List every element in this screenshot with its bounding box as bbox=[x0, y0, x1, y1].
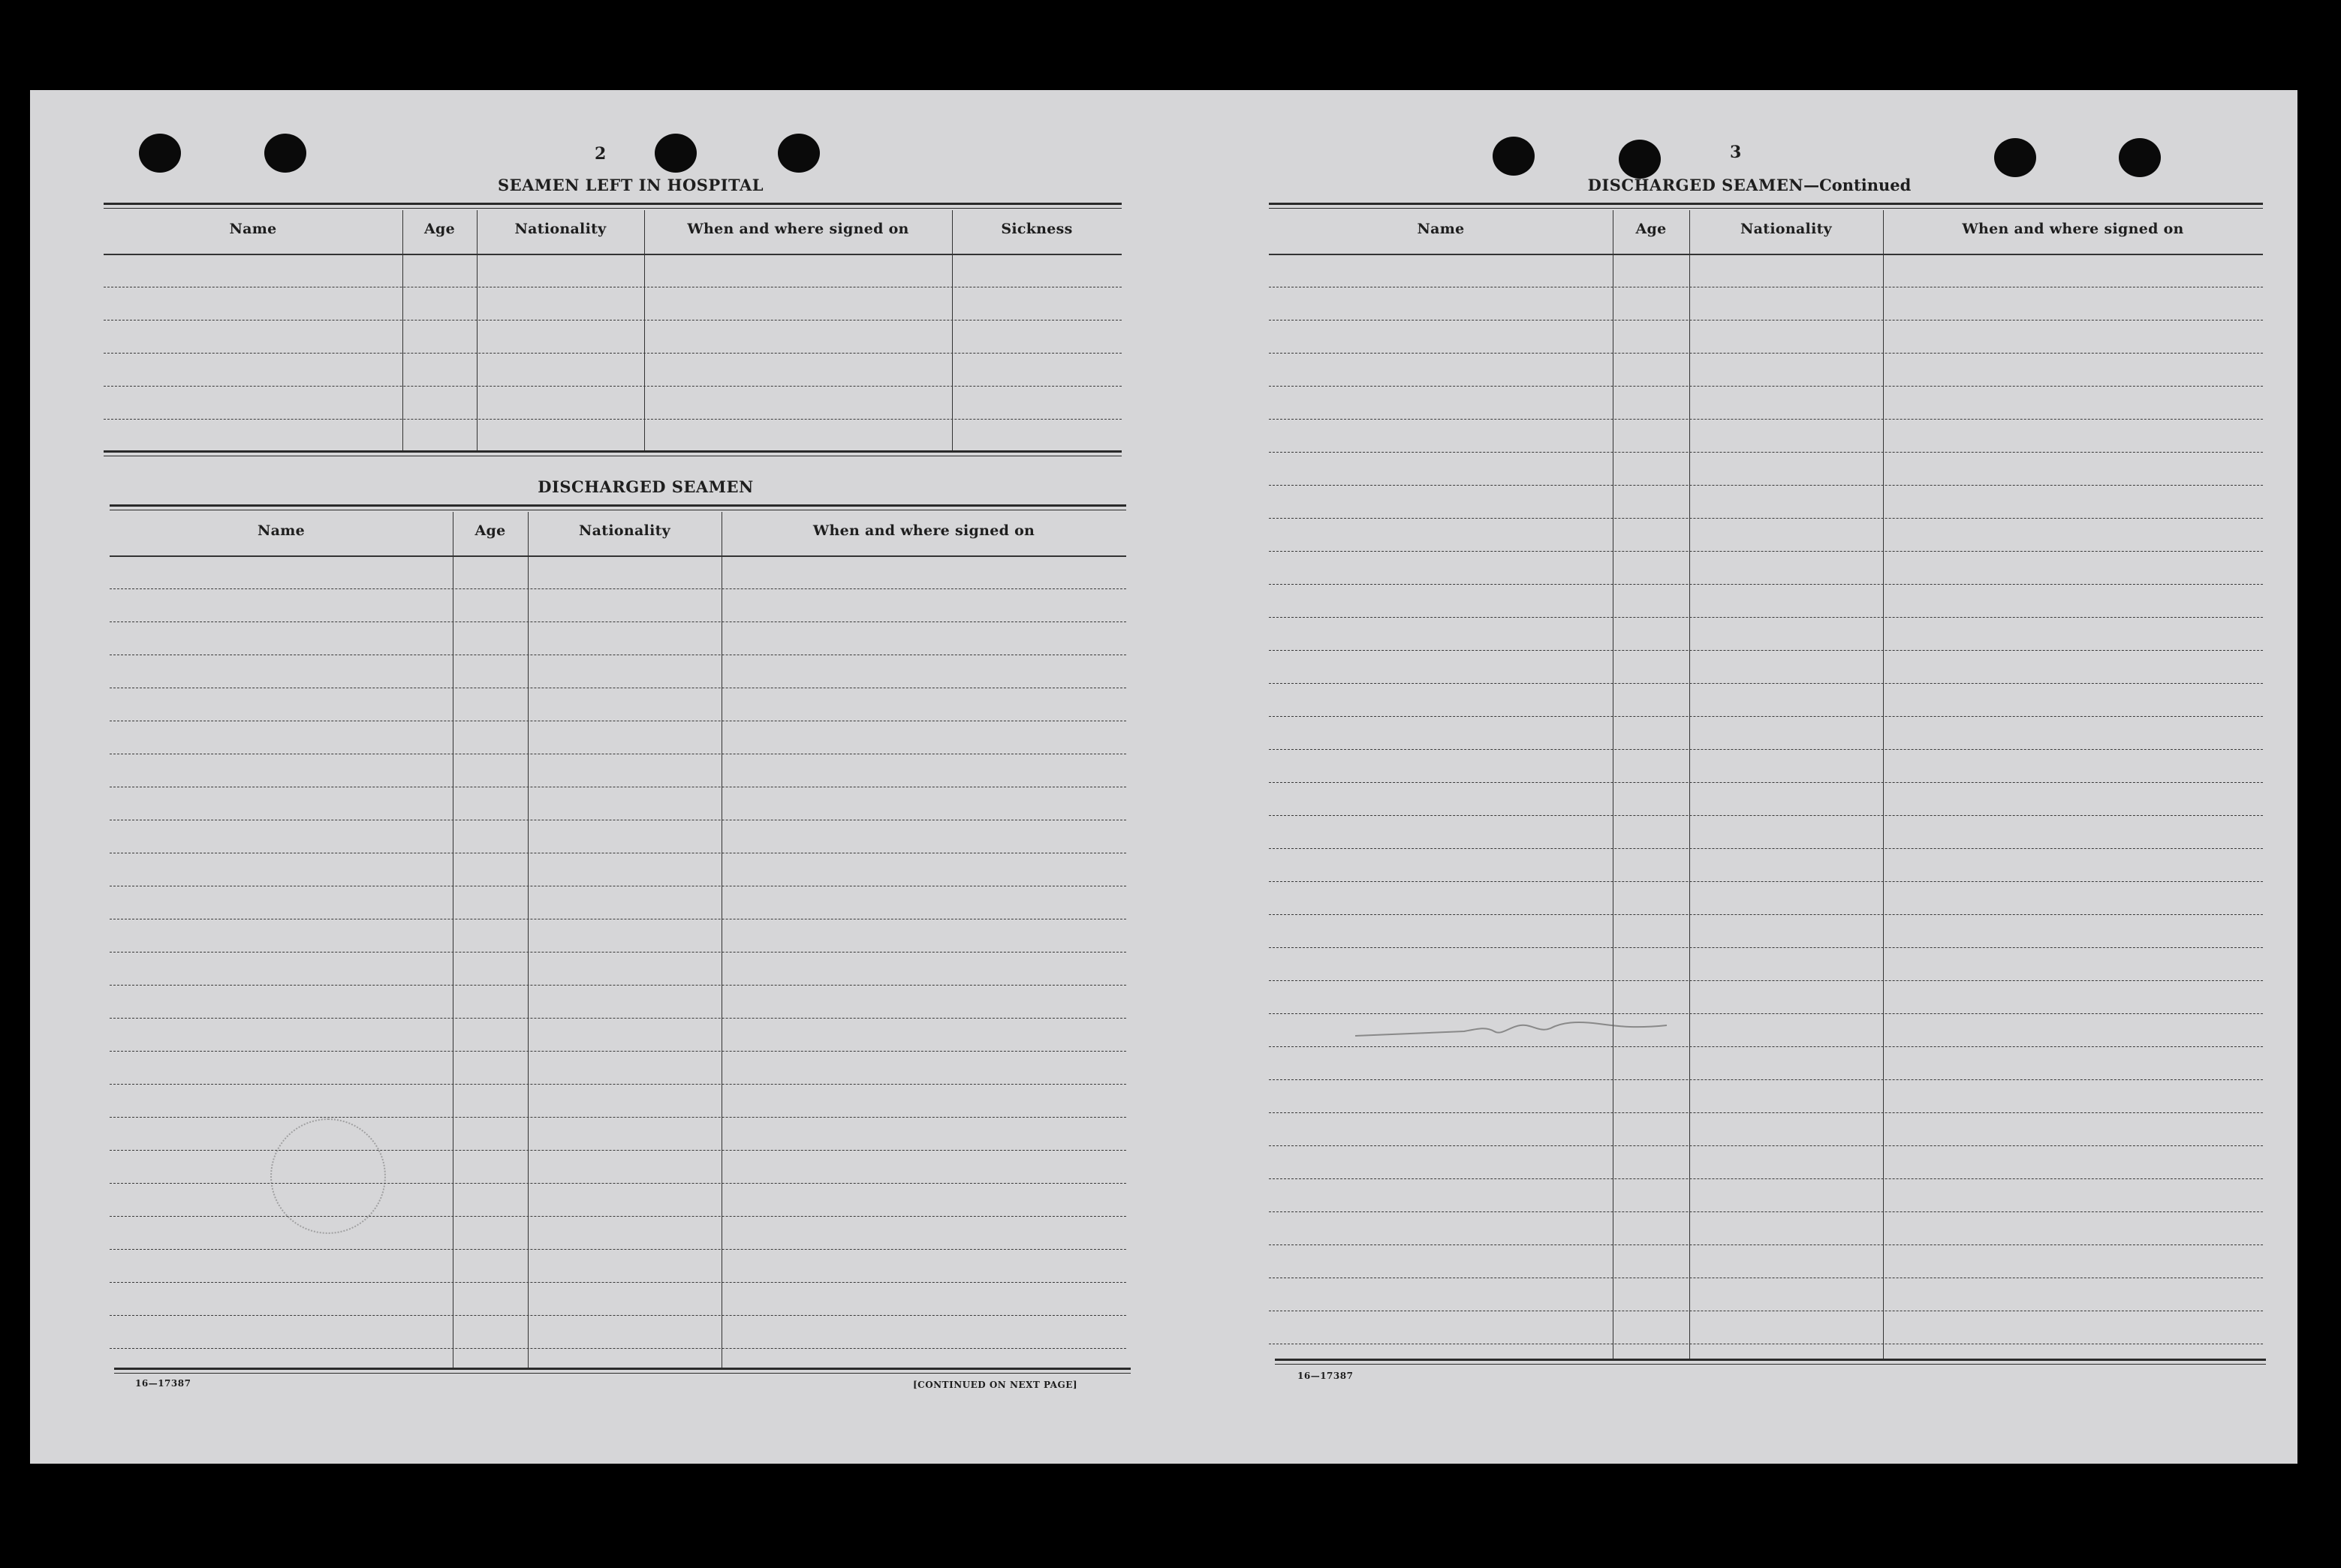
row-line bbox=[1269, 914, 2263, 915]
header-underline bbox=[104, 254, 1122, 255]
column-header-name: Name bbox=[1417, 221, 1465, 237]
row-line bbox=[110, 1150, 1126, 1151]
document-sheet bbox=[30, 90, 2297, 1464]
row-line bbox=[1269, 584, 2263, 585]
continued-note: [CONTINUED ON NEXT PAGE] bbox=[913, 1380, 1078, 1390]
row-line bbox=[110, 1348, 1126, 1349]
row-line bbox=[1269, 782, 2263, 783]
row-line bbox=[1269, 683, 2263, 684]
column-header-nationality: Nationality bbox=[1740, 221, 1833, 237]
row-line bbox=[110, 1018, 1126, 1019]
left-page bbox=[30, 90, 1164, 1464]
row-line bbox=[1269, 551, 2263, 552]
discharged-bottom-rule bbox=[114, 1368, 1131, 1374]
column-header-name: Name bbox=[229, 221, 277, 237]
row-line bbox=[104, 386, 1122, 387]
column-divider bbox=[1883, 210, 1884, 1360]
row-line bbox=[1269, 353, 2263, 354]
row-line bbox=[104, 353, 1122, 354]
row-line bbox=[110, 1183, 1126, 1184]
discharged-section-title: DISCHARGED SEAMEN bbox=[538, 477, 754, 496]
row-line bbox=[104, 320, 1122, 321]
row-line bbox=[110, 1084, 1126, 1085]
column-header-nationality: Nationality bbox=[578, 522, 671, 539]
row-line bbox=[1269, 518, 2263, 519]
discharged-top-rule bbox=[1269, 203, 2263, 209]
column-header-signed-on: When and where signed on bbox=[812, 522, 1035, 539]
row-line bbox=[110, 1216, 1126, 1217]
discharged-table-continued bbox=[1269, 210, 2263, 1456]
row-line bbox=[110, 1282, 1126, 1283]
row-line bbox=[1269, 320, 2263, 321]
column-header-signed-on: When and where signed on bbox=[687, 221, 909, 237]
row-line bbox=[110, 985, 1126, 986]
row-line bbox=[110, 952, 1126, 953]
column-header-name: Name bbox=[257, 522, 306, 539]
hospital-top-rule bbox=[104, 203, 1122, 209]
column-divider bbox=[644, 210, 645, 452]
right-page bbox=[1164, 90, 2297, 1464]
row-line bbox=[1269, 1178, 2263, 1179]
row-line bbox=[110, 1117, 1126, 1118]
faded-stamp bbox=[270, 1118, 386, 1234]
row-line bbox=[1269, 1211, 2263, 1212]
column-header-age: Age bbox=[1635, 221, 1667, 237]
row-line bbox=[1269, 749, 2263, 750]
discharged-continued-title bbox=[1517, 176, 1982, 194]
row-line bbox=[110, 621, 1126, 622]
row-line bbox=[1269, 848, 2263, 849]
section-title-suffix: —Continued bbox=[1803, 176, 1912, 194]
column-header-age: Age bbox=[423, 221, 455, 237]
row-line bbox=[1269, 617, 2263, 618]
row-line bbox=[1269, 419, 2263, 420]
form-number: 16—17387 bbox=[1297, 1371, 1354, 1381]
header-underline bbox=[110, 555, 1126, 557]
discharged-top-rule bbox=[110, 504, 1126, 510]
column-divider bbox=[402, 210, 403, 452]
row-line bbox=[1269, 1112, 2263, 1113]
row-line bbox=[1269, 815, 2263, 816]
row-line bbox=[110, 1315, 1126, 1316]
row-line bbox=[1269, 452, 2263, 453]
row-line bbox=[1269, 1079, 2263, 1080]
row-line bbox=[1269, 947, 2263, 948]
section-title-main: DISCHARGED SEAMEN bbox=[1587, 176, 1804, 194]
row-line bbox=[1269, 485, 2263, 486]
column-divider bbox=[477, 210, 478, 452]
faint-signature bbox=[1351, 1006, 1742, 1051]
discharged-bottom-rule bbox=[1275, 1359, 2266, 1365]
column-divider bbox=[528, 512, 529, 1369]
hospital-bottom-rule bbox=[104, 450, 1122, 456]
row-line bbox=[1269, 716, 2263, 717]
row-line bbox=[1269, 386, 2263, 387]
form-number: 16—17387 bbox=[135, 1378, 191, 1389]
row-line bbox=[104, 419, 1122, 420]
column-header-sickness: Sickness bbox=[1001, 221, 1073, 237]
row-line bbox=[1269, 1244, 2263, 1245]
column-header-signed-on: When and where signed on bbox=[1962, 221, 2184, 237]
page-number: 3 bbox=[1730, 143, 1742, 162]
header-underline bbox=[1269, 254, 2263, 255]
row-line bbox=[110, 588, 1126, 589]
column-header-nationality: Nationality bbox=[514, 221, 607, 237]
row-line bbox=[1269, 1145, 2263, 1146]
discharged-table bbox=[110, 512, 1126, 1458]
column-divider bbox=[952, 210, 953, 452]
page-number: 2 bbox=[595, 144, 607, 164]
hospital-section-title: SEAMEN LEFT IN HOSPITAL bbox=[497, 176, 764, 194]
row-line bbox=[110, 1051, 1126, 1052]
row-line bbox=[1269, 650, 2263, 651]
row-line bbox=[1269, 980, 2263, 981]
column-header-age: Age bbox=[475, 522, 506, 539]
row-line bbox=[110, 1249, 1126, 1250]
column-divider bbox=[1689, 210, 1690, 1360]
row-line bbox=[1269, 881, 2263, 882]
